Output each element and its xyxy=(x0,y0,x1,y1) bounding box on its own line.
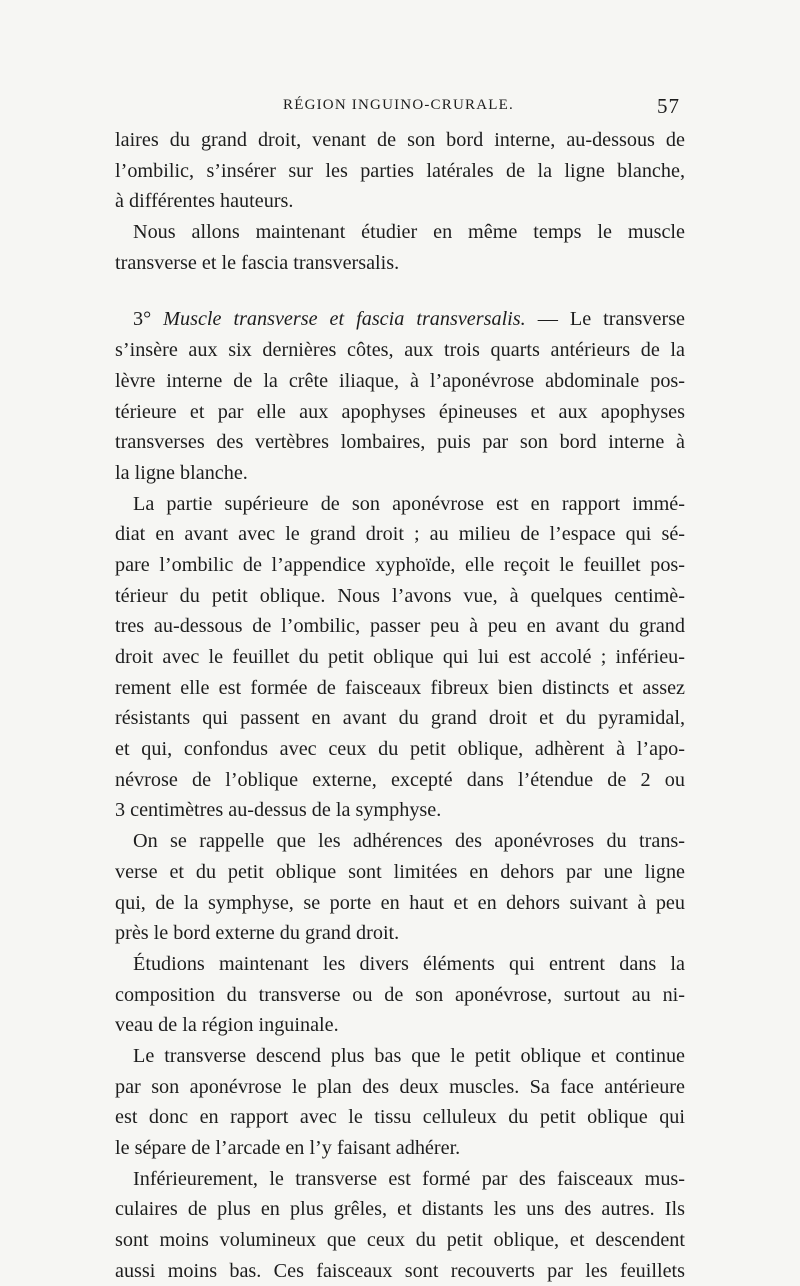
text-line: laires du grand droit, venant de son bord interne, au-dessous de xyxy=(115,129,685,151)
body-text xyxy=(115,125,685,1286)
text-line: sont moins volumineux que ceux du petit oblique, et descendent xyxy=(115,1229,685,1252)
text-line: Le transverse descend plus bas que le petit oblique et continue xyxy=(133,1044,685,1067)
text-line: résistants qui passent en avant du grand droit et du pyramidal, xyxy=(115,707,685,730)
text-line: pare l’ombilic de l’appendice xyphoïde, elle reçoit le feuillet pos- xyxy=(115,553,685,576)
text-line: par son aponévrose le plan des deux muscles. Sa face antérieure xyxy=(115,1075,685,1098)
page-number: 57 xyxy=(657,94,680,118)
text-line: transverse et le fascia transversalis. xyxy=(115,251,400,274)
running-title: RÉGION INGUINO-CRURALE. xyxy=(283,97,514,113)
text-line: térieure et par elle aux apophyses épineuses et aux apophyses xyxy=(115,400,685,423)
section-title: Muscle transverse et fascia transversalis. xyxy=(163,308,526,331)
text-line: droit avec le feuillet du petit oblique qui lui est accolé ; inférieu- xyxy=(115,646,685,668)
text-line: névrose de l’oblique externe, excepté dans l’étendue de 2 ou xyxy=(115,768,685,791)
text-line: 3 centimètres au-dessus de la symphyse. xyxy=(115,799,442,822)
paragraph xyxy=(115,125,685,217)
text-line: l’ombilic, s’insérer sur les parties latérales de la ligne blanche, xyxy=(115,159,685,182)
text-line: et qui, confondus avec ceux du petit oblique, adhèrent à l’apo- xyxy=(115,738,685,761)
text-line: Inférieurement, le transverse est formé par des faisceaux mus- xyxy=(133,1167,685,1190)
text-line: térieur du petit oblique. Nous l’avons vue, à quelques centimè- xyxy=(115,584,685,607)
text-line: On se rappelle que les adhérences des aponévroses du trans- xyxy=(133,830,685,853)
text-line: près le bord externe du grand droit. xyxy=(115,922,400,945)
text-line: rement elle est formée de faisceaux fibreux bien distincts et assez xyxy=(115,676,685,699)
text-line: est donc en rapport avec le tissu celluleux du petit oblique qui xyxy=(115,1106,685,1129)
text-line: veau de la région inguinale. xyxy=(115,1014,339,1037)
paragraph xyxy=(115,489,685,827)
section-gap xyxy=(115,278,685,304)
text-line: qui, de la symphyse, se porte en haut et en dehors suivant à peu xyxy=(115,891,685,914)
paragraph xyxy=(115,826,685,949)
text-line: Étudions maintenant les divers éléments qui entrent dans la xyxy=(133,952,685,975)
text-line: s’insère aux six dernières côtes, aux trois quarts antérieurs de la xyxy=(115,339,685,362)
text-line: aussi moins bas. Ces faisceaux sont recouverts par les feuillets xyxy=(115,1259,685,1282)
text-line: lèvre interne de la crête iliaque, à l’aponévrose abdominale pos- xyxy=(115,369,685,392)
paragraph xyxy=(115,1164,685,1286)
text-line: composition du transverse ou de son aponévrose, surtout au ni- xyxy=(115,983,685,1006)
section-paragraph xyxy=(115,304,685,488)
text-line: La partie supérieure de son aponévrose est en rapport immé- xyxy=(133,492,685,515)
text-line: Nous allons maintenant étudier en même temps le muscle xyxy=(133,221,685,244)
text-line: transverses des vertèbres lombaires, puis par son bord interne à xyxy=(115,431,685,454)
section-number: 3° xyxy=(133,308,152,331)
text-line: diat en avant avec le grand droit ; au milieu de l’espace qui sé- xyxy=(115,523,685,546)
section-heading-line xyxy=(115,304,685,335)
section-heading-tail: — Le transverse xyxy=(537,308,686,331)
paragraph xyxy=(115,217,685,278)
text-line: le sépare de l’arcade en l’y faisant adhérer. xyxy=(115,1137,461,1159)
running-header xyxy=(0,94,800,119)
text-line: tres au-dessous de l’ombilic, passer peu à peu en avant du grand xyxy=(115,615,685,638)
text-line: la ligne blanche. xyxy=(115,461,248,484)
text-line: verse et du petit oblique sont limitées en dehors par une ligne xyxy=(115,860,685,883)
paragraph xyxy=(115,1041,685,1164)
text-line: à différentes hauteurs. xyxy=(115,190,294,213)
paragraph xyxy=(115,949,685,1041)
text-line: culaires de plus en plus grêles, et distants les uns des autres. Ils xyxy=(115,1198,685,1221)
